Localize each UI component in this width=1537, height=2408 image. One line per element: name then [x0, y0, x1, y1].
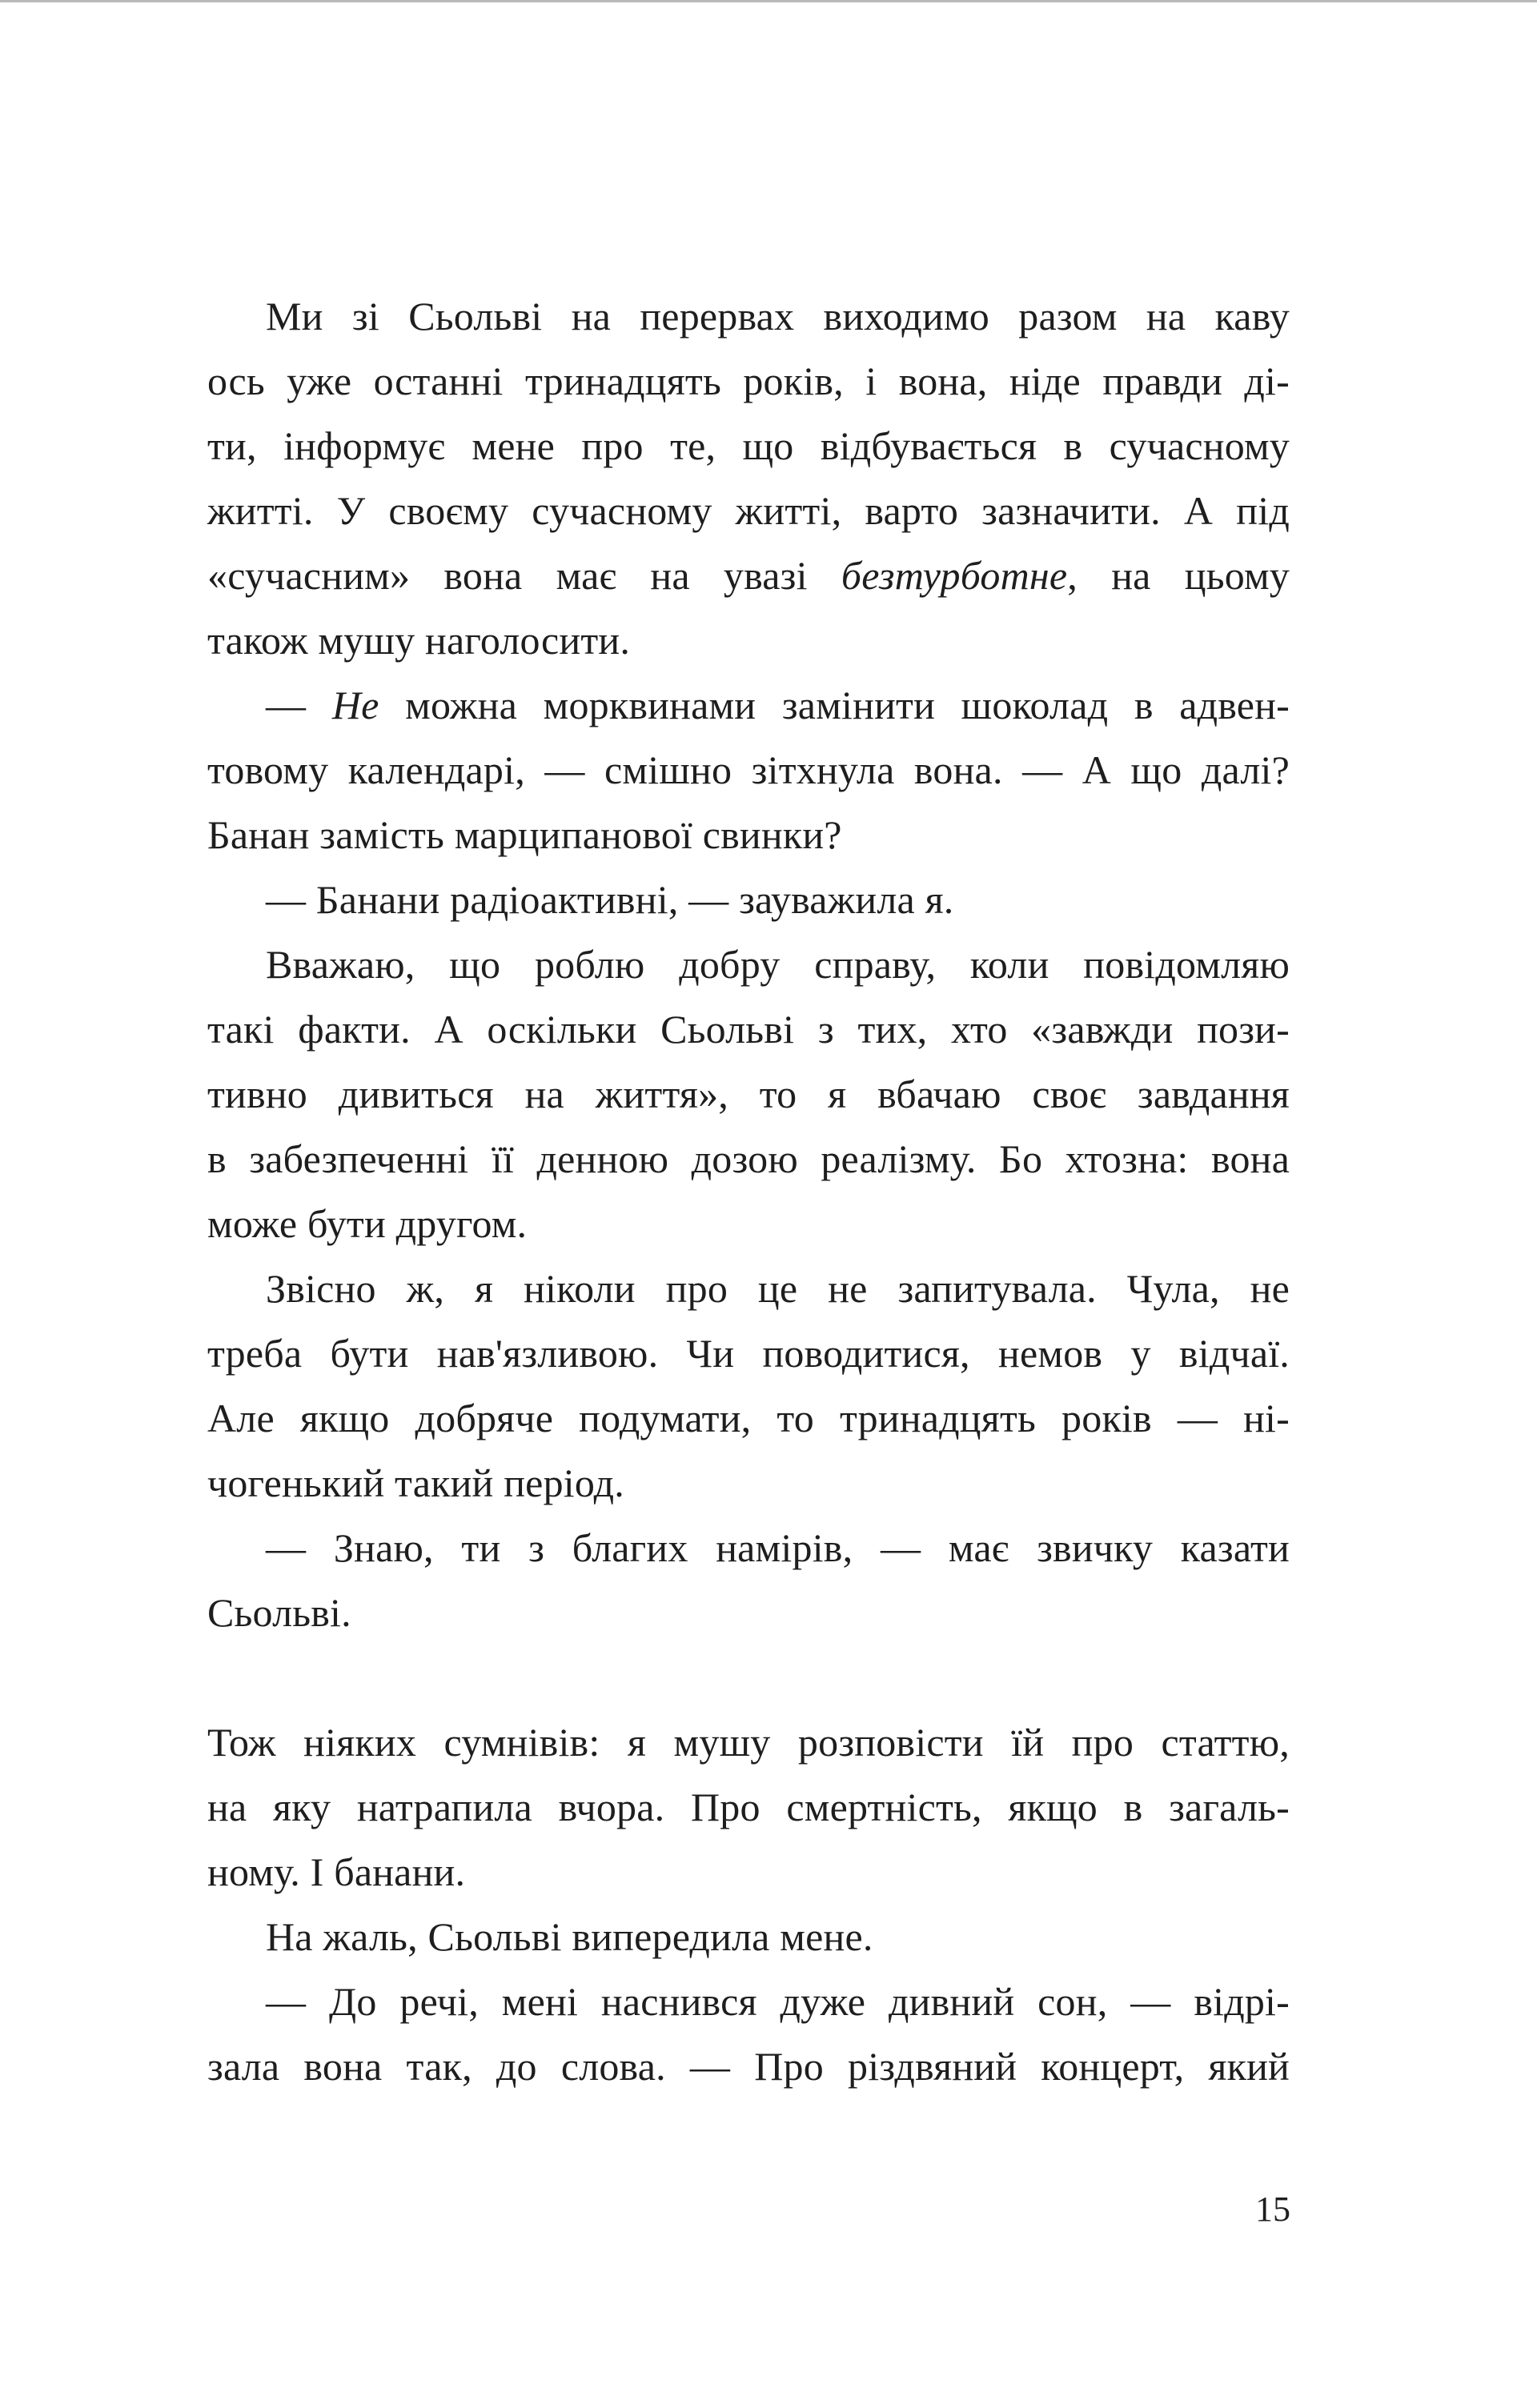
paragraph	[207, 867, 1290, 932]
paragraph	[207, 1256, 1290, 1516]
paragraph	[207, 1710, 1290, 1905]
text-segment: , на цьому	[1067, 553, 1290, 598]
text-line: житті. У своєму сучасному житті, варто зазначити. А під	[207, 488, 1290, 533]
text-line: Звісно ж, я ніколи про це не запитувала. Чула, не	[266, 1266, 1290, 1311]
text-line: також мушу наголосити.	[207, 618, 631, 663]
page-number: 15	[1255, 2190, 1290, 2229]
text-line: треба бути нав'язливою. Чи поводитися, немов у відчаї.	[207, 1331, 1290, 1376]
text-line: На жаль, Сьольві випередила мене.	[266, 1914, 873, 1959]
paragraph	[207, 673, 1290, 867]
text-line: такі факти. А оскільки Сьольві з тих, хто «завжди пози-	[207, 1007, 1290, 1052]
text-line: ось уже останні тринадцять років, і вона, ніде правди ді-	[207, 359, 1290, 403]
section-break	[207, 1645, 1290, 1710]
italic-text: Не	[331, 683, 379, 727]
text-line: — До речі, мені наснився дуже дивний сон, — відрі-	[266, 1979, 1290, 2024]
text-line: тивно дивиться на життя», то я вбачаю своє завдання	[207, 1072, 1290, 1116]
top-border	[0, 0, 1537, 2]
text-line: зала вона так, до слова. — Про різдвяний концерт, який	[207, 2044, 1290, 2089]
text-line: Ми зі Сьольві на перервах виходимо разом на каву	[266, 294, 1290, 339]
text-line: може бути другом.	[207, 1201, 528, 1246]
paragraph	[207, 1516, 1290, 1645]
text-line: — Знаю, ти з благих намірів, — має звичку казати	[266, 1525, 1290, 1570]
text-line	[207, 673, 1290, 738]
italic-text: безтурботне	[841, 553, 1068, 598]
text-segment: —	[266, 683, 332, 727]
page-body	[207, 284, 1290, 2099]
text-line: Банан замість марципанової свинки?	[207, 812, 842, 857]
text-line: ти, інформує мене про те, що відбувається в сучасному	[207, 423, 1290, 468]
text-line: Але якщо добряче подумати, то тринадцять років — ні-	[207, 1396, 1290, 1440]
text-line: товому календарі, — смішно зітхнула вона. — А що далі?	[207, 747, 1290, 792]
text-line: Вважаю, що роблю добру справу, коли повідомляю	[266, 942, 1290, 987]
text-line: Сьольві.	[207, 1590, 351, 1635]
text-line: Тож ніяких сумнівів: я мушу розповісти їй про статтю,	[207, 1720, 1290, 1765]
text-segment: «сучасним» вона має на увазі	[207, 553, 841, 598]
text-line: ному. І банани.	[207, 1849, 466, 1894]
paragraph	[207, 1905, 1290, 1969]
paragraph	[207, 932, 1290, 1256]
paragraph	[207, 1969, 1290, 2099]
text-line: чогенький такий період.	[207, 1460, 624, 1505]
text-line: на яку натрапила вчора. Про смертність, якщо в загаль-	[207, 1785, 1290, 1829]
text-segment: можна морквинами замінити шоколад в адвен-	[379, 683, 1290, 727]
paragraph	[207, 284, 1290, 673]
text-line: — Банани радіоактивні, — зауважила я.	[266, 877, 954, 922]
text-line	[207, 543, 1290, 608]
text-line: в забезпеченні її денною дозою реалізму. Бо хтозна: вона	[207, 1136, 1290, 1181]
